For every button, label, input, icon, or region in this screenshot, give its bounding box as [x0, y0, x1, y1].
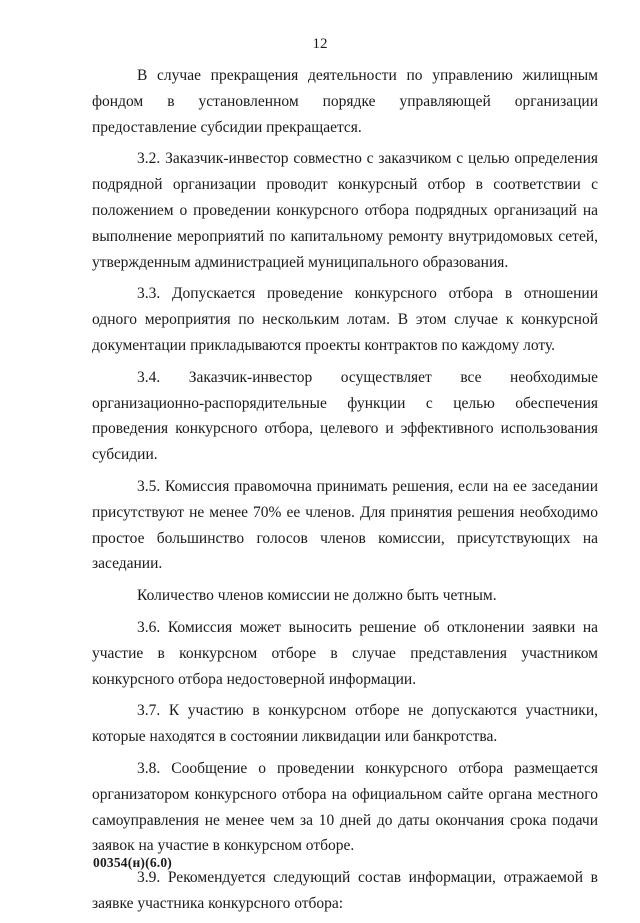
paragraph-3-4: 3.4. Заказчик-инвестор осуществляет все необходимые организационно-распорядительные функции с целью обеспечения проведения конкурсного отбора, целевого и эффективного использования субсидии. [92, 368, 598, 464]
document-body [92, 63, 598, 923]
paragraph-3-5: 3.5. Комиссия правомочна принимать решения, если на ее заседании присутствуют не менее 70% ее членов. Для принятия решения необходимо простое большинство голосов членов комиссии, присутствующих на заседании. [92, 477, 598, 573]
paragraph-3-8: 3.8. Сообщение о проведении конкурсного отбора размещается организатором конкурсного отбора на официальном сайте органа местного самоуправления не менее чем за 10 дней до даты окончания срока подачи заявок на участие в конкурсном отборе. [92, 759, 598, 855]
paragraph-3-6: 3.6. Комиссия может выносить решение об отклонении заявки на участие в конкурсном отборе в случае представления участником конкурсного отбора недостоверной информации. [92, 618, 598, 688]
paragraph-3-3: 3.3. Допускается проведение конкурсного отбора в отношении одного мероприятия по нескольким лотам. В этом случае к конкурсной документации прикладываются проекты контрактов по каждому лоту. [92, 285, 598, 354]
paragraph-subsidy-termination: В случае прекращения деятельности по управлению жилищным фондом в установленном порядке управляющей организации предоставление субсидии прекращается. [92, 67, 598, 136]
paragraph-3-7: 3.7. К участию в конкурсном отборе не допускаются участники, которые находятся в состоянии ликвидации или банкротства. [92, 702, 598, 746]
paragraph-commission-count: Количество членов комиссии не должно быть четным. [137, 587, 497, 605]
paragraph-3-2: 3.2. Заказчик-инвестор совместно с заказчиком с целью определения подрядной организации проводит конкурсный отбор в соответствии с положением о проведении конкурсного отбора подрядных организаций на выполнение мероприятий по капитальному ремонту внутридомовых сетей, утвержденным администрацией муниципального образования. [92, 150, 598, 271]
paragraph-3-9: 3.9. Рекомендуется следующий состав информации, отражаемой в заявке участника конкурсного отбора: [92, 869, 598, 912]
page-number: 12 [312, 36, 328, 52]
document-code: 00354(н)(6.0) [93, 855, 172, 870]
